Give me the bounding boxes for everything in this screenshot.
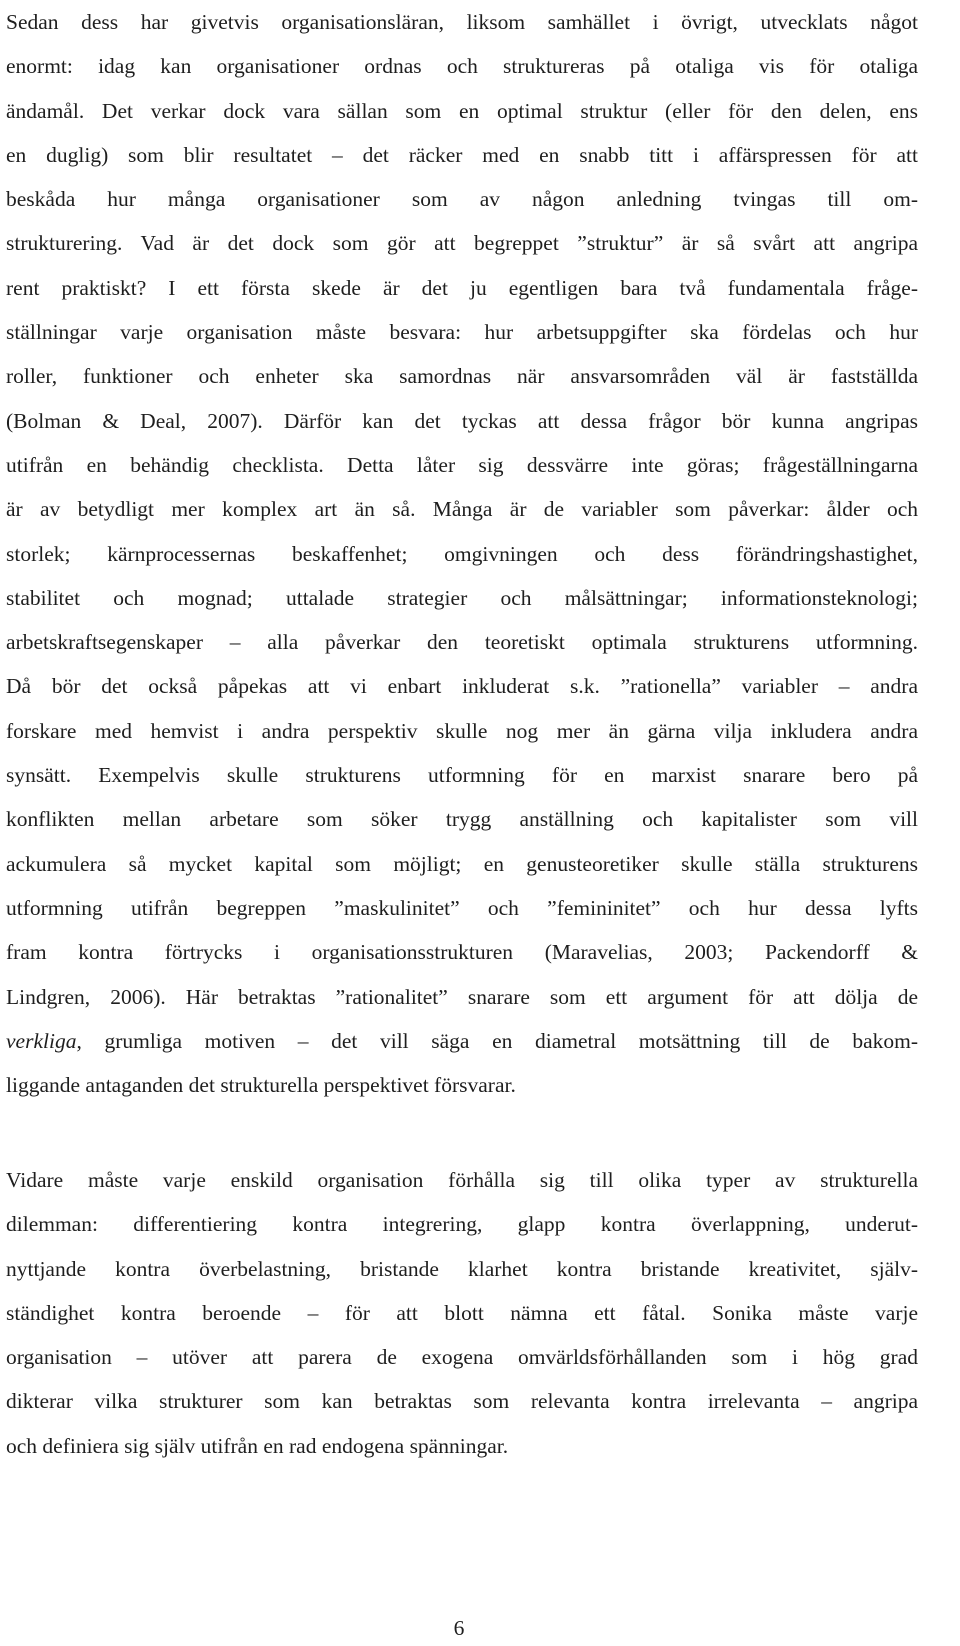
paragraph-organisational-structure [6,0,918,1107]
text-line: arbetskraftsegenskaper – alla påverkar den teoretiskt optimala strukturens utformning. [6,630,918,655]
text-line: enormt: idag kan organisationer ordnas och struktureras på otaliga vis för otaliga [6,54,918,79]
text-line: dilemman: differentiering kontra integrering, glapp kontra överlappning, underut- [6,1212,918,1237]
text-line: liggande antaganden det strukturella perspektivet försvarar. [6,1073,516,1098]
text-line: synsätt. Exempelvis skulle strukturens utformning för en marxist snarare bero på [6,763,918,788]
text-line: en duglig) som blir resultatet – det räcker med en snabb titt i affärspressen för att [6,142,918,167]
paragraph-structural-dilemmas [6,1158,918,1468]
italic-emphasis: verkliga [6,1028,77,1053]
text-line: Sedan dess har givetvis organisationsläran, liksom samhället i övrigt, utvecklats något [6,10,918,34]
text-line: rent praktiskt? I ett första skede är det ju egentligen bara två fundamentala fråge- [6,275,918,300]
text-line: Då bör det också påpekas att vi enbart inkluderat s.k. ”rationella” variabler – andra [6,674,918,699]
text-line: storlek; kärnprocessernas beskaffenhet; omgivningen och dess förändringshastighet, [6,541,918,566]
text-line [6,1019,918,1063]
text-line: Vidare måste varje enskild organisation förhålla sig till olika typer av strukturella [6,1168,918,1192]
text-line: (Bolman & Deal, 2007). Därför kan det tyckas att dessa frågor bör kunna angripas [6,408,918,433]
text-line: dikterar vilka strukturer som kan betraktas som relevanta kontra irrelevanta – angripa [6,1389,918,1414]
text-line: ständighet kontra beroende – för att blott nämna ett fåtal. Sonika måste varje [6,1300,918,1325]
text-line: utformning utifrån begreppen ”maskulinitet” och ”femininitet” och hur dessa lyfts [6,895,918,920]
text-line: roller, funktioner och enheter ska samordnas när ansvarsområden väl är fastställda [6,364,918,389]
text-line: stabilitet och mognad; uttalade strategier och målsättningar; informationsteknologi; [6,585,918,610]
text-line: ackumulera så mycket kapital som möjligt; en genusteoretiker skulle ställa strukturens [6,851,918,876]
text-line: ändamål. Det verkar dock vara sällan som en optimal struktur (eller för den delen, ens [6,98,918,123]
text-line: forskare med hemvist i andra perspektiv skulle nog mer än gärna vilja inkludera andra [6,718,918,743]
text-line-rest: , grumliga motiven – det vill säga en diametral motsättning till de bakom- [76,1028,918,1053]
text-line: utifrån en behändig checklista. Detta låter sig dessvärre inte göras; frågeställningarna [6,452,918,477]
text-line: organisation – utöver att parera de exogena omvärldsförhållanden som i hög grad [6,1345,918,1370]
text-line: fram kontra förtrycks i organisationsstrukturen (Maravelias, 2003; Packendorff & [6,940,918,965]
text-line: beskåda hur många organisationer som av någon anledning tvingas till om- [6,187,918,212]
text-line: Lindgren, 2006). Här betraktas ”rationalitet” snarare som ett argument för att dölja de [6,984,918,1009]
text-line: nyttjande kontra överbelastning, bristande klarhet kontra bristande kreativitet, själv- [6,1256,918,1281]
text-line: och definiera sig själv utifrån en rad endogena spänningar. [6,1433,509,1458]
text-line: konflikten mellan arbetare som söker trygg anställning och kapitalister som vill [6,807,918,832]
text-line: ställningar varje organisation måste besvara: hur arbetsuppgifter ska fördelas och hur [6,320,918,345]
page-number: 6 [453,1616,465,1640]
text-line: strukturering. Vad är det dock som gör att begreppet ”struktur” är så svårt att angripa [6,231,918,256]
text-line: är av betydligt mer komplex art än så. Många är de variabler som påverkar: ålder och [6,497,918,522]
